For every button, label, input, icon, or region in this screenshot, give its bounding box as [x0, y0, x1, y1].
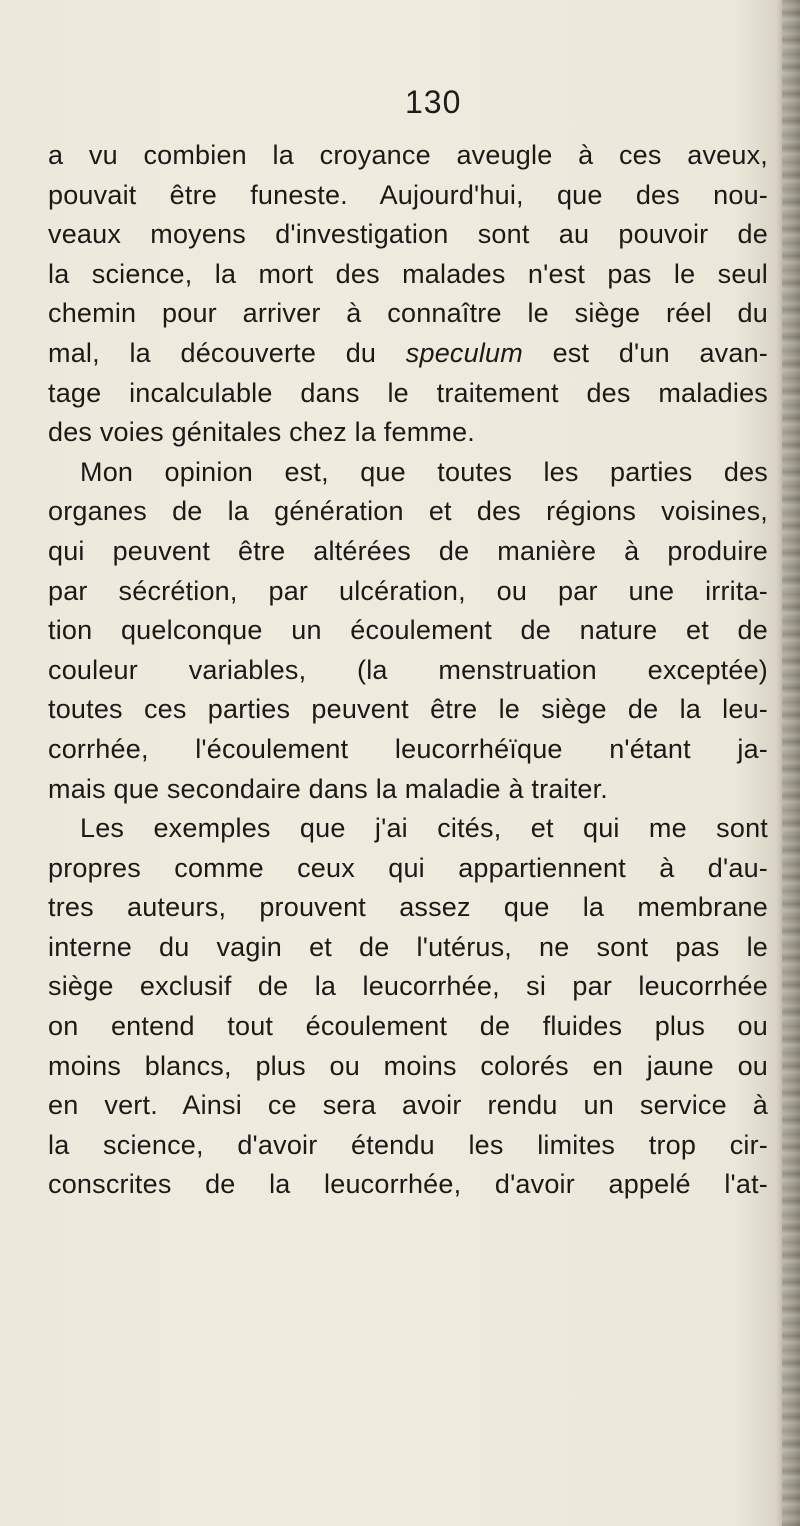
- text-line: tage incalculable dans le traitement des maladies: [48, 377, 768, 408]
- page-edge: [782, 0, 800, 1526]
- text-line: pouvait être funeste. Aujourd'hui, que des nou-: [48, 179, 768, 210]
- text-line: qui peuvent être altérées de manière à produire: [48, 535, 768, 566]
- text-line: organes de la génération et des régions voisines,: [48, 496, 768, 527]
- text-line: veaux moyens d'investigation sont au pouvoir de: [48, 219, 768, 250]
- text-line: corrhée, l'écoulement leucorrhéïque n'étant ja-: [48, 733, 768, 764]
- text-line: chemin pour arriver à connaître le siège réel du: [48, 298, 768, 329]
- italic-term: speculum: [405, 337, 523, 368]
- text-line: toutes ces parties peuvent être le siège de la leu-: [48, 694, 768, 725]
- text-line: par sécrétion, par ulcération, ou par une irrita-: [48, 575, 768, 606]
- text-line: mal, la découverte du speculum est d'un avan-: [48, 337, 768, 368]
- text-line: la science, la mort des malades n'est pas le seul: [48, 258, 768, 289]
- page-number: 130: [405, 84, 462, 120]
- text-line: la science, d'avoir étendu les limites trop cir-: [48, 1129, 768, 1160]
- text-line: moins blancs, plus ou moins colorés en jaune ou: [48, 1050, 768, 1081]
- text-line: en vert. Ainsi ce sera avoir rendu un service à: [48, 1090, 768, 1121]
- body-text: [48, 136, 768, 1205]
- paragraph-start-line: Les exemples que j'ai cités, et qui me sont: [80, 813, 768, 844]
- text-line: tion quelconque un écoulement de nature et de: [48, 615, 768, 646]
- paragraph-start-line: Mon opinion est, que toutes les parties des: [80, 456, 768, 487]
- text-line: couleur variables, (la menstruation exceptée): [48, 654, 768, 685]
- text-line: a vu combien la croyance aveugle à ces aveux,: [48, 140, 768, 170]
- text-line: mais que secondaire dans la maladie à traiter.: [48, 773, 609, 804]
- text-line: on entend tout écoulement de fluides plus ou: [48, 1011, 768, 1042]
- text-line: propres comme ceux qui appartiennent à d'au-: [48, 852, 768, 883]
- text-line: interne du vagin et de l'utérus, ne sont pas le: [48, 931, 768, 962]
- text-line: siège exclusif de la leucorrhée, si par leucorrhée: [48, 971, 768, 1002]
- text-line: conscrites de la leucorrhée, d'avoir appelé l'at-: [48, 1169, 768, 1200]
- text-line: des voies génitales chez la femme.: [48, 417, 476, 448]
- text-line: tres auteurs, prouvent assez que la membrane: [48, 892, 768, 923]
